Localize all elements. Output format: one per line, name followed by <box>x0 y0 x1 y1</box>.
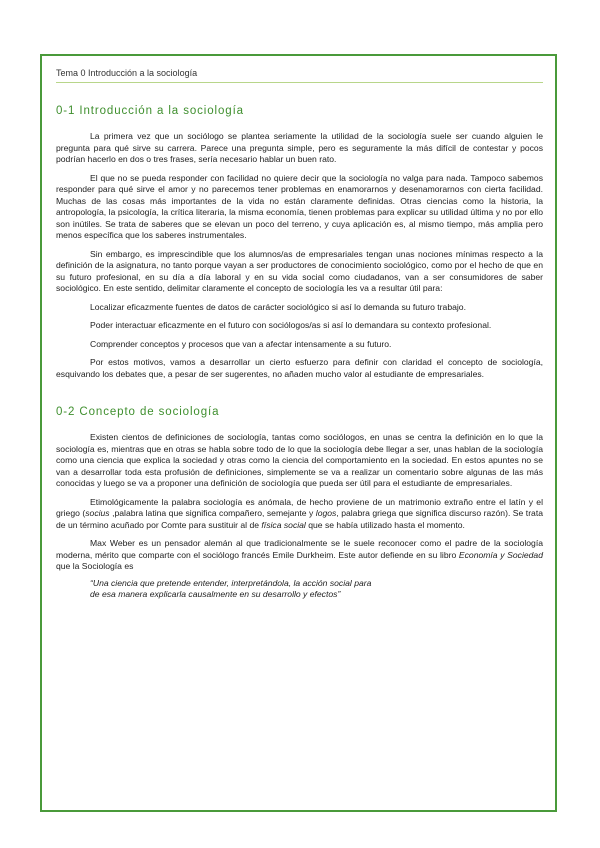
section-heading-introduccion: 0-1 Introducción a la sociología <box>56 105 244 117</box>
weber-quote <box>90 578 543 601</box>
quote-line: “Una ciencia que pretende entender, interpretándola, la acción social para <box>90 577 372 588</box>
book-title: Economía y Sociedad <box>458 549 543 560</box>
paragraph: Sin embargo, es imprescindible que los alumnos/as de empresariales tengan unas nociones mínimas respecto a la definición de la asignatura, no tanto porque vayan a ser productores de conocimiento sociológico, como por el hecho de que en su futuro profesional, en su día a día laboral y en su vida social como ciudadanos, van a ser consumidores de saber sociológico. En este sentido, delimitar claramente el concepto de sociología les va a resultar útil para: <box>56 248 543 293</box>
text-run: Etimológicamente la palabra sociología es anómala, de hecho proviene de un matrimonio extraño entre el latín y el griego ( <box>56 496 543 518</box>
list-item: Poder interactuar eficazmente en el futuro con sociólogos/as si así lo demandara su contexto profesional. <box>90 320 492 330</box>
text-run: , palabra griega que significa discurso razón). Se trata de un término acuñado por Comte para sustituir al de <box>56 508 544 530</box>
italic-term: socius <box>85 508 110 518</box>
paragraph: Por estos motivos, vamos a desarrollar un cierto esfuerzo para definir con claridad el concepto de sociología, esquivando los debates que, a pesar de ser sugerentes, no añaden mucho valor al estudiante de empresariales. <box>56 357 543 379</box>
list-item: Localizar eficazmente fuentes de datos de carácter sociológico si así lo demanda su futuro trabajo. <box>90 301 466 312</box>
text-run: que se había utilizado hasta el momento. <box>305 519 465 530</box>
list-item: Comprender conceptos y procesos que van a afectar intensamente a su futuro. <box>90 338 392 349</box>
paragraph-weber <box>56 538 543 573</box>
document-content <box>56 68 543 608</box>
section-heading-concepto: 0-2 Concepto de sociología <box>56 406 220 418</box>
text-run: ,palabra latina que significa compañero, semejante y <box>109 508 316 518</box>
running-header: Tema 0 Introducción a la sociología <box>56 68 543 83</box>
italic-term: logos <box>315 508 337 518</box>
italic-term: física social <box>261 519 306 530</box>
text-run: que la Sociología es <box>56 561 134 571</box>
paragraph: El que no se pueda responder con facilidad no quiere decir que la sociología no valga para nada. Tampoco sabemos responder para qué sirve el amor y no parecemos tener problemas en enamorarnos y desenamorarnos con cierta facilidad. Muchas de las cosas más importantes de la vida no están claramente definidas. Otras ciencias como la historia, la antropología, la psicología, la crítica literaria, la misma economía, tienen problemas para explicar su utilidad última y no por ello son inútiles. Se trata de saberes que se elevan un poco del terreno, y cuya aplicación es, al mismo tiempo, más amplia pero menos específica que los saberes instrumentales. <box>56 172 543 240</box>
text-run: Max Weber es un pensador alemán al que tradicionalmente se le suele reconocer como el padre de la sociología moderna, mérito que comparte con el sociólogo francés Emile Durkheim. Este autor defiende en su libro <box>56 538 543 560</box>
paragraph-etimologia <box>56 497 543 532</box>
paragraph: La primera vez que un sociólogo se plantea seriamente la utilidad de la sociología suele ser cuando alguien le pregunta para qué sirve su carrera. Parece una pregunta simple, pero es seguramente la más difícil de contestar y pocos podrían hacerlo en dos o tres frases, sería necesario hablar un buen rato. <box>56 131 543 164</box>
paragraph: Existen cientos de definiciones de sociología, tantas como sociólogos, en unas se centra la definición en lo que la sociología es, mientras que en otras se habla sobre todo de lo que la sociología debe llegar a ser, unas hablan de la sociología como una ciencia que explica la sociedad y otras como la ciencia del comportamiento en la sociedad. En estos apuntes no se van a desarrollar toda esta profusión de definiciones, simplemente se va a realizar un comentario sobre algunas de las más conocidas y luego se va a proponer una definición de sociología que pueda ser útil para el estudiante de empresariales. <box>56 432 543 488</box>
quote-line: de esa manera explicarla causalmente en su desarrollo y efectos” <box>90 589 341 599</box>
